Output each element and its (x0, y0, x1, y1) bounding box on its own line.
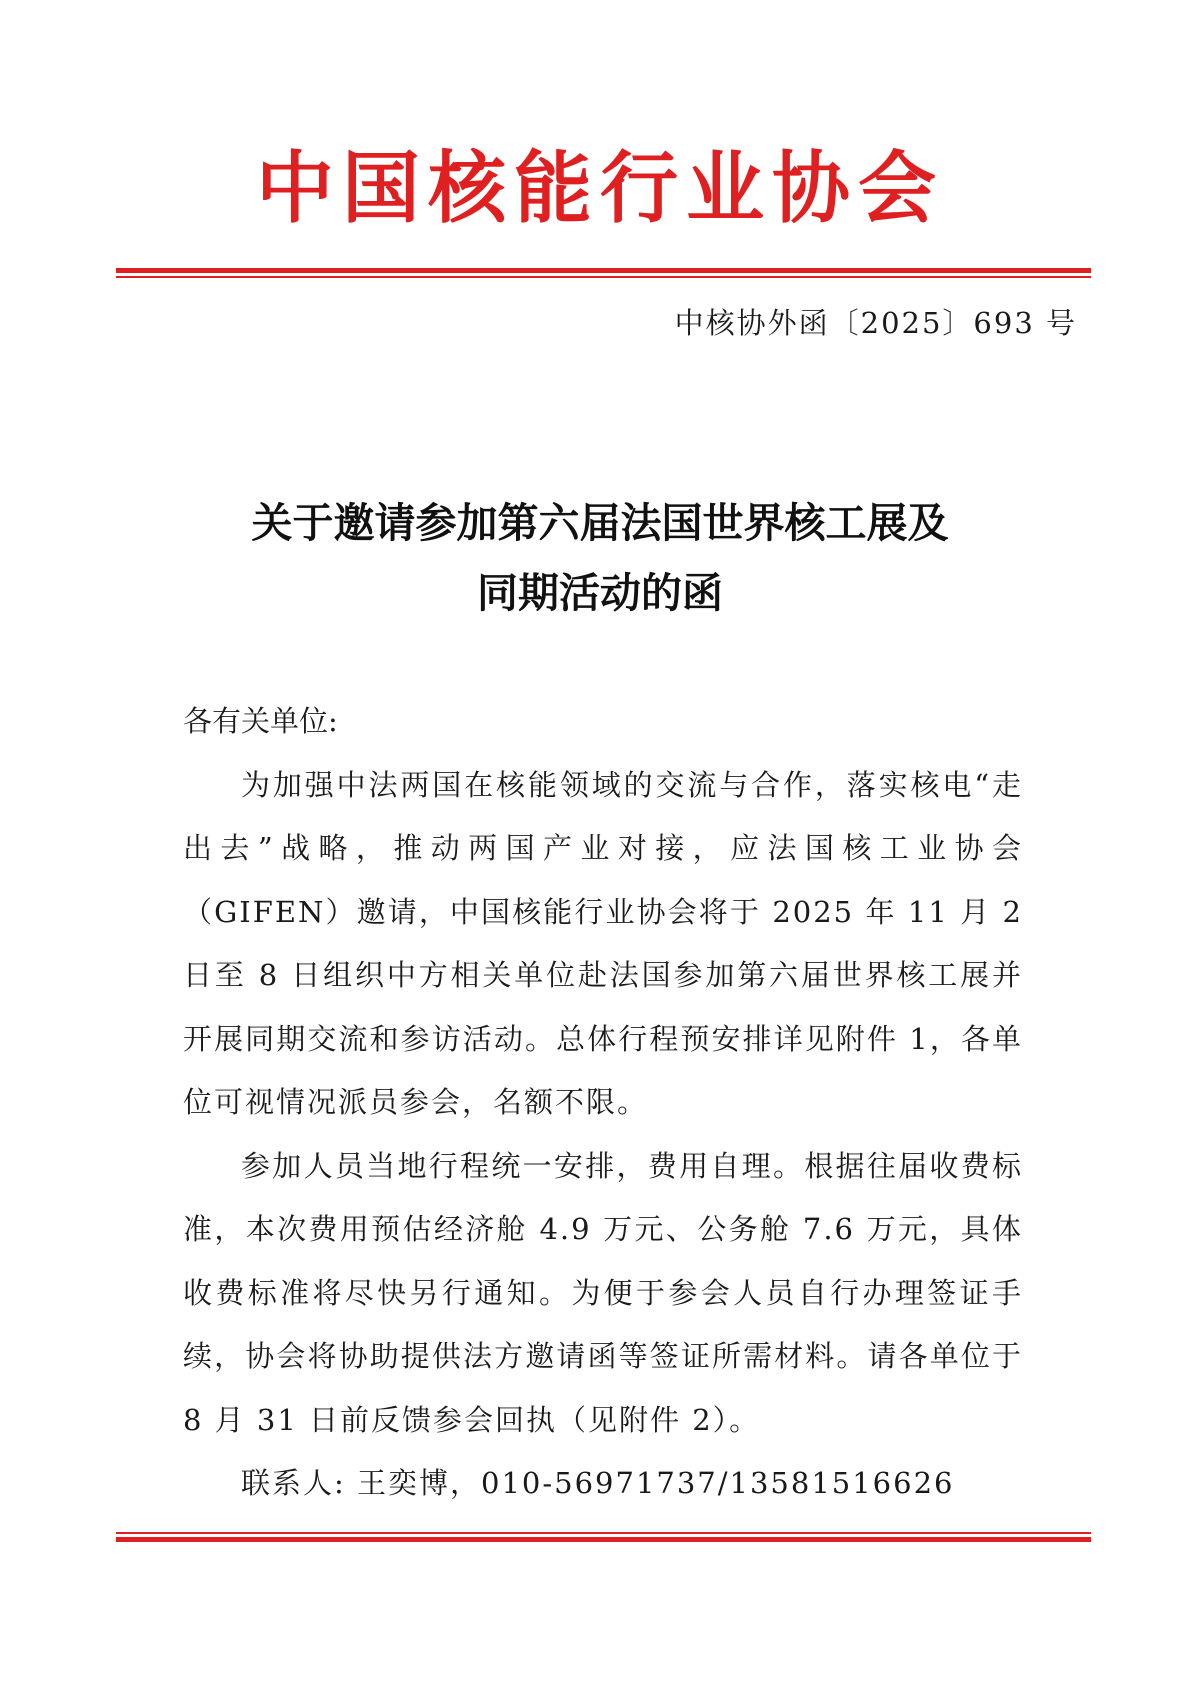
paragraph-invitation: 为加强中法两国在核能领域的交流与合作，落实核电“走出去”战略，推动两国产业对接，应法国核工业协会（GIFEN）邀请，中国核能行业协会将于 2025 年 11 月 2 日至 8 日组织中方相关单位赴法国参加第六届世界核工展并开展同期交流和参访活动。总体行程预安排详见附件 1，各单位可视情况派员参会，名额不限。 (183, 767, 1023, 1119)
salutation: 各有关单位: (183, 704, 338, 738)
organization-masthead: 中国核能行业协会 (255, 143, 944, 234)
paragraph-arrangements: 参加人员当地行程统一安排，费用自理。根据往届收费标准，本次费用预估经济舱 4.9 万元、公务舱 7.6 万元，具体收费标准将尽快另行通知。为便于参会人员自行办理签证手续，协会将协助提供法方邀请函等签证所需材料。请各单位于 8 月 31 日前反馈参会回执（见附件 2）。 (183, 1148, 1023, 1437)
document-title (0, 488, 1200, 628)
document-number: 中核协外函〔2025〕693 号 (674, 306, 1077, 340)
title-line-1: 关于邀请参加第六届法国世界核工展及 (251, 499, 949, 547)
contact-line: 联系人: 王奕博，010-56971737/13581516626 (241, 1466, 955, 1500)
title-line-2: 同期活动的函 (477, 569, 723, 617)
letter-body (183, 690, 1023, 1516)
header-divider (116, 268, 1091, 278)
footer-divider (116, 1532, 1091, 1542)
